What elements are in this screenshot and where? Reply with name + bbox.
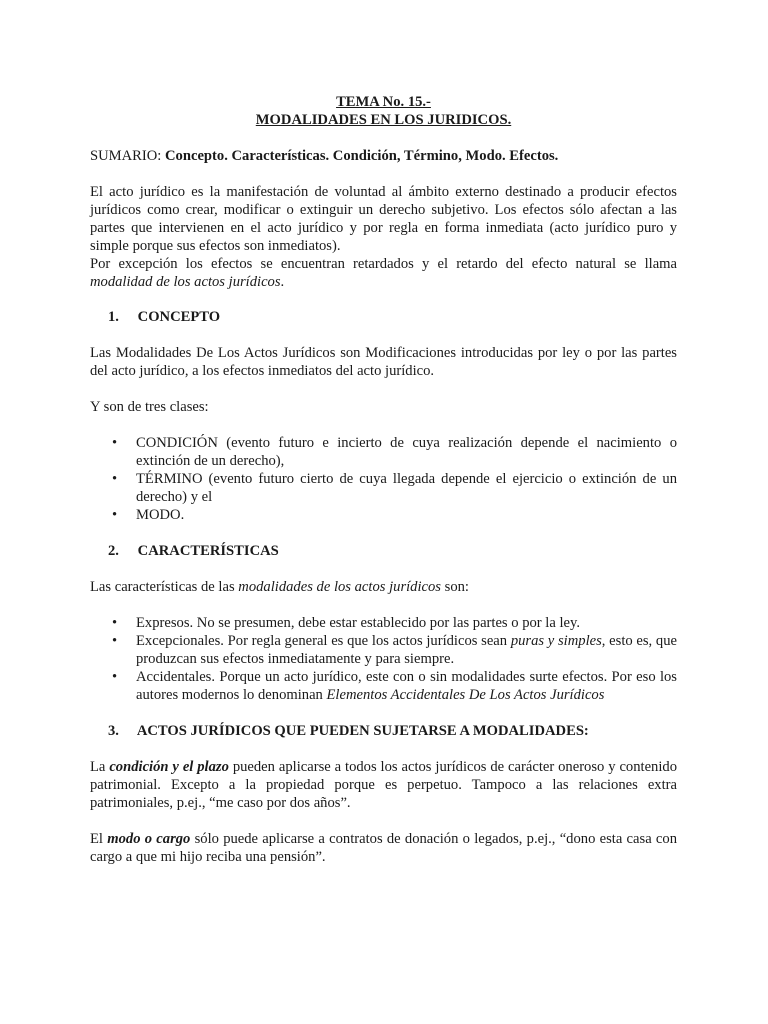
para-text-b: pueden aplicarse a todos los actos jurídicos de carácter oneroso y contenido patrimonial. Excepto a la propiedad porque es perpetuo. Tampoco a las relaciones extra patrimoniales, p.ej., “me caso por dos años”.	[90, 759, 677, 811]
sumario-text: Concepto. Características. Condición, Término, Modo. Efectos.	[165, 148, 559, 164]
intro-paragraph-2	[90, 255, 677, 291]
document-title-line-2: MODALIDADES EN LOS JURIDICOS.	[255, 112, 512, 128]
section-heading-concepto	[90, 308, 677, 326]
sumario-line	[90, 147, 677, 165]
bullet-icon: •	[112, 615, 118, 631]
list-item	[90, 614, 677, 632]
lead-text-b: son:	[444, 579, 469, 595]
list-item-emphasis: Elementos Accidentales De Los Actos Jurídicos	[326, 687, 605, 703]
caracteristicas-lead	[90, 578, 677, 596]
list-item-text: Expresos. No se presumen, debe estar establecido por las partes o por la ley.	[136, 615, 581, 631]
para-text-b: sólo puede aplicarse a contratos de donación o legados, p.ej., “dono esta casa con cargo a que mi hijo reciba una pensión”.	[90, 831, 677, 865]
section-number: 2.	[108, 543, 119, 559]
section-title: CONCEPTO	[137, 309, 221, 325]
clases-list	[90, 434, 677, 524]
sumario-label: SUMARIO:	[90, 148, 162, 164]
para-text-a: El	[90, 831, 103, 847]
modo-paragraph	[90, 830, 677, 866]
bullet-icon: •	[112, 507, 118, 523]
intro-p2-text-b: .	[280, 274, 285, 290]
list-item	[90, 632, 677, 668]
list-item-text-a: Excepcionales. Por regla general es que los actos jurídicos sean	[136, 633, 508, 649]
bullet-icon: •	[112, 435, 118, 451]
bullet-icon: •	[112, 471, 118, 487]
list-item-text: CONDICIÓN (evento futuro e incierto de cuya realización depende el nacimiento o extinción de un derecho),	[136, 435, 677, 469]
list-item	[90, 668, 677, 704]
condicion-paragraph	[90, 758, 677, 812]
list-item	[90, 470, 677, 506]
document-title-line-1: TEMA No. 15.-	[336, 94, 431, 110]
clases-intro: Y son de tres clases:	[90, 399, 209, 415]
para-text-a: La	[90, 759, 106, 775]
list-item	[90, 506, 677, 524]
section-heading-actos	[90, 722, 677, 740]
para-strong-emphasis: condición y el plazo	[109, 759, 229, 775]
section-number: 1.	[108, 309, 119, 325]
section-number: 3.	[108, 723, 119, 739]
intro-paragraph-1: El acto jurídico es la manifestación de voluntad al ámbito externo destinado a producir efectos jurídicos como crear, modificar o extinguir un derecho subjetivo. Los efectos sólo afectan a las partes que intervienen en el acto jurídico y por regla en forma inmediata (acto jurídico puro y simple porque sus efectos son inmediatos).	[90, 184, 677, 254]
intro-p2-emphasis: modalidad de los actos jurídicos	[90, 274, 281, 290]
list-item-text: MODO.	[136, 507, 185, 523]
para-strong-emphasis: modo o cargo	[107, 831, 191, 847]
bullet-icon: •	[112, 669, 118, 685]
lead-text-a: Las características de las	[90, 579, 235, 595]
document-page	[90, 93, 677, 866]
section-title: ACTOS JURÍDICOS QUE PUEDEN SUJETARSE A MODALIDADES:	[136, 723, 589, 739]
section-title: CARACTERÍSTICAS	[137, 543, 279, 559]
list-item	[90, 434, 677, 470]
intro-p2-text-a: Por excepción los efectos se encuentran retardados y el retardo del efecto natural se llama	[90, 256, 677, 272]
list-item-emphasis: puras y simples	[510, 633, 602, 649]
caracteristicas-list	[90, 614, 677, 704]
bullet-icon: •	[112, 633, 118, 649]
section-heading-caracteristicas	[90, 542, 677, 560]
lead-emphasis: modalidades de los actos jurídicos	[238, 579, 441, 595]
list-item-text: TÉRMINO (evento futuro cierto de cuya llegada depende el ejercicio o extinción de un derecho) y el	[136, 471, 677, 505]
list-item-text-b: , esto es, que produzcan sus efectos inmediatamente y para siempre.	[136, 633, 678, 667]
concepto-paragraph: Las Modalidades De Los Actos Jurídicos son Modificaciones introducidas por ley o por las partes del acto jurídico, a los efectos inmediatos del acto jurídico.	[90, 345, 677, 379]
list-item-text-a: Accidentales. Porque un acto jurídico, este con o sin modalidades surte efectos. Por eso los autores modernos lo denominan	[136, 669, 677, 703]
